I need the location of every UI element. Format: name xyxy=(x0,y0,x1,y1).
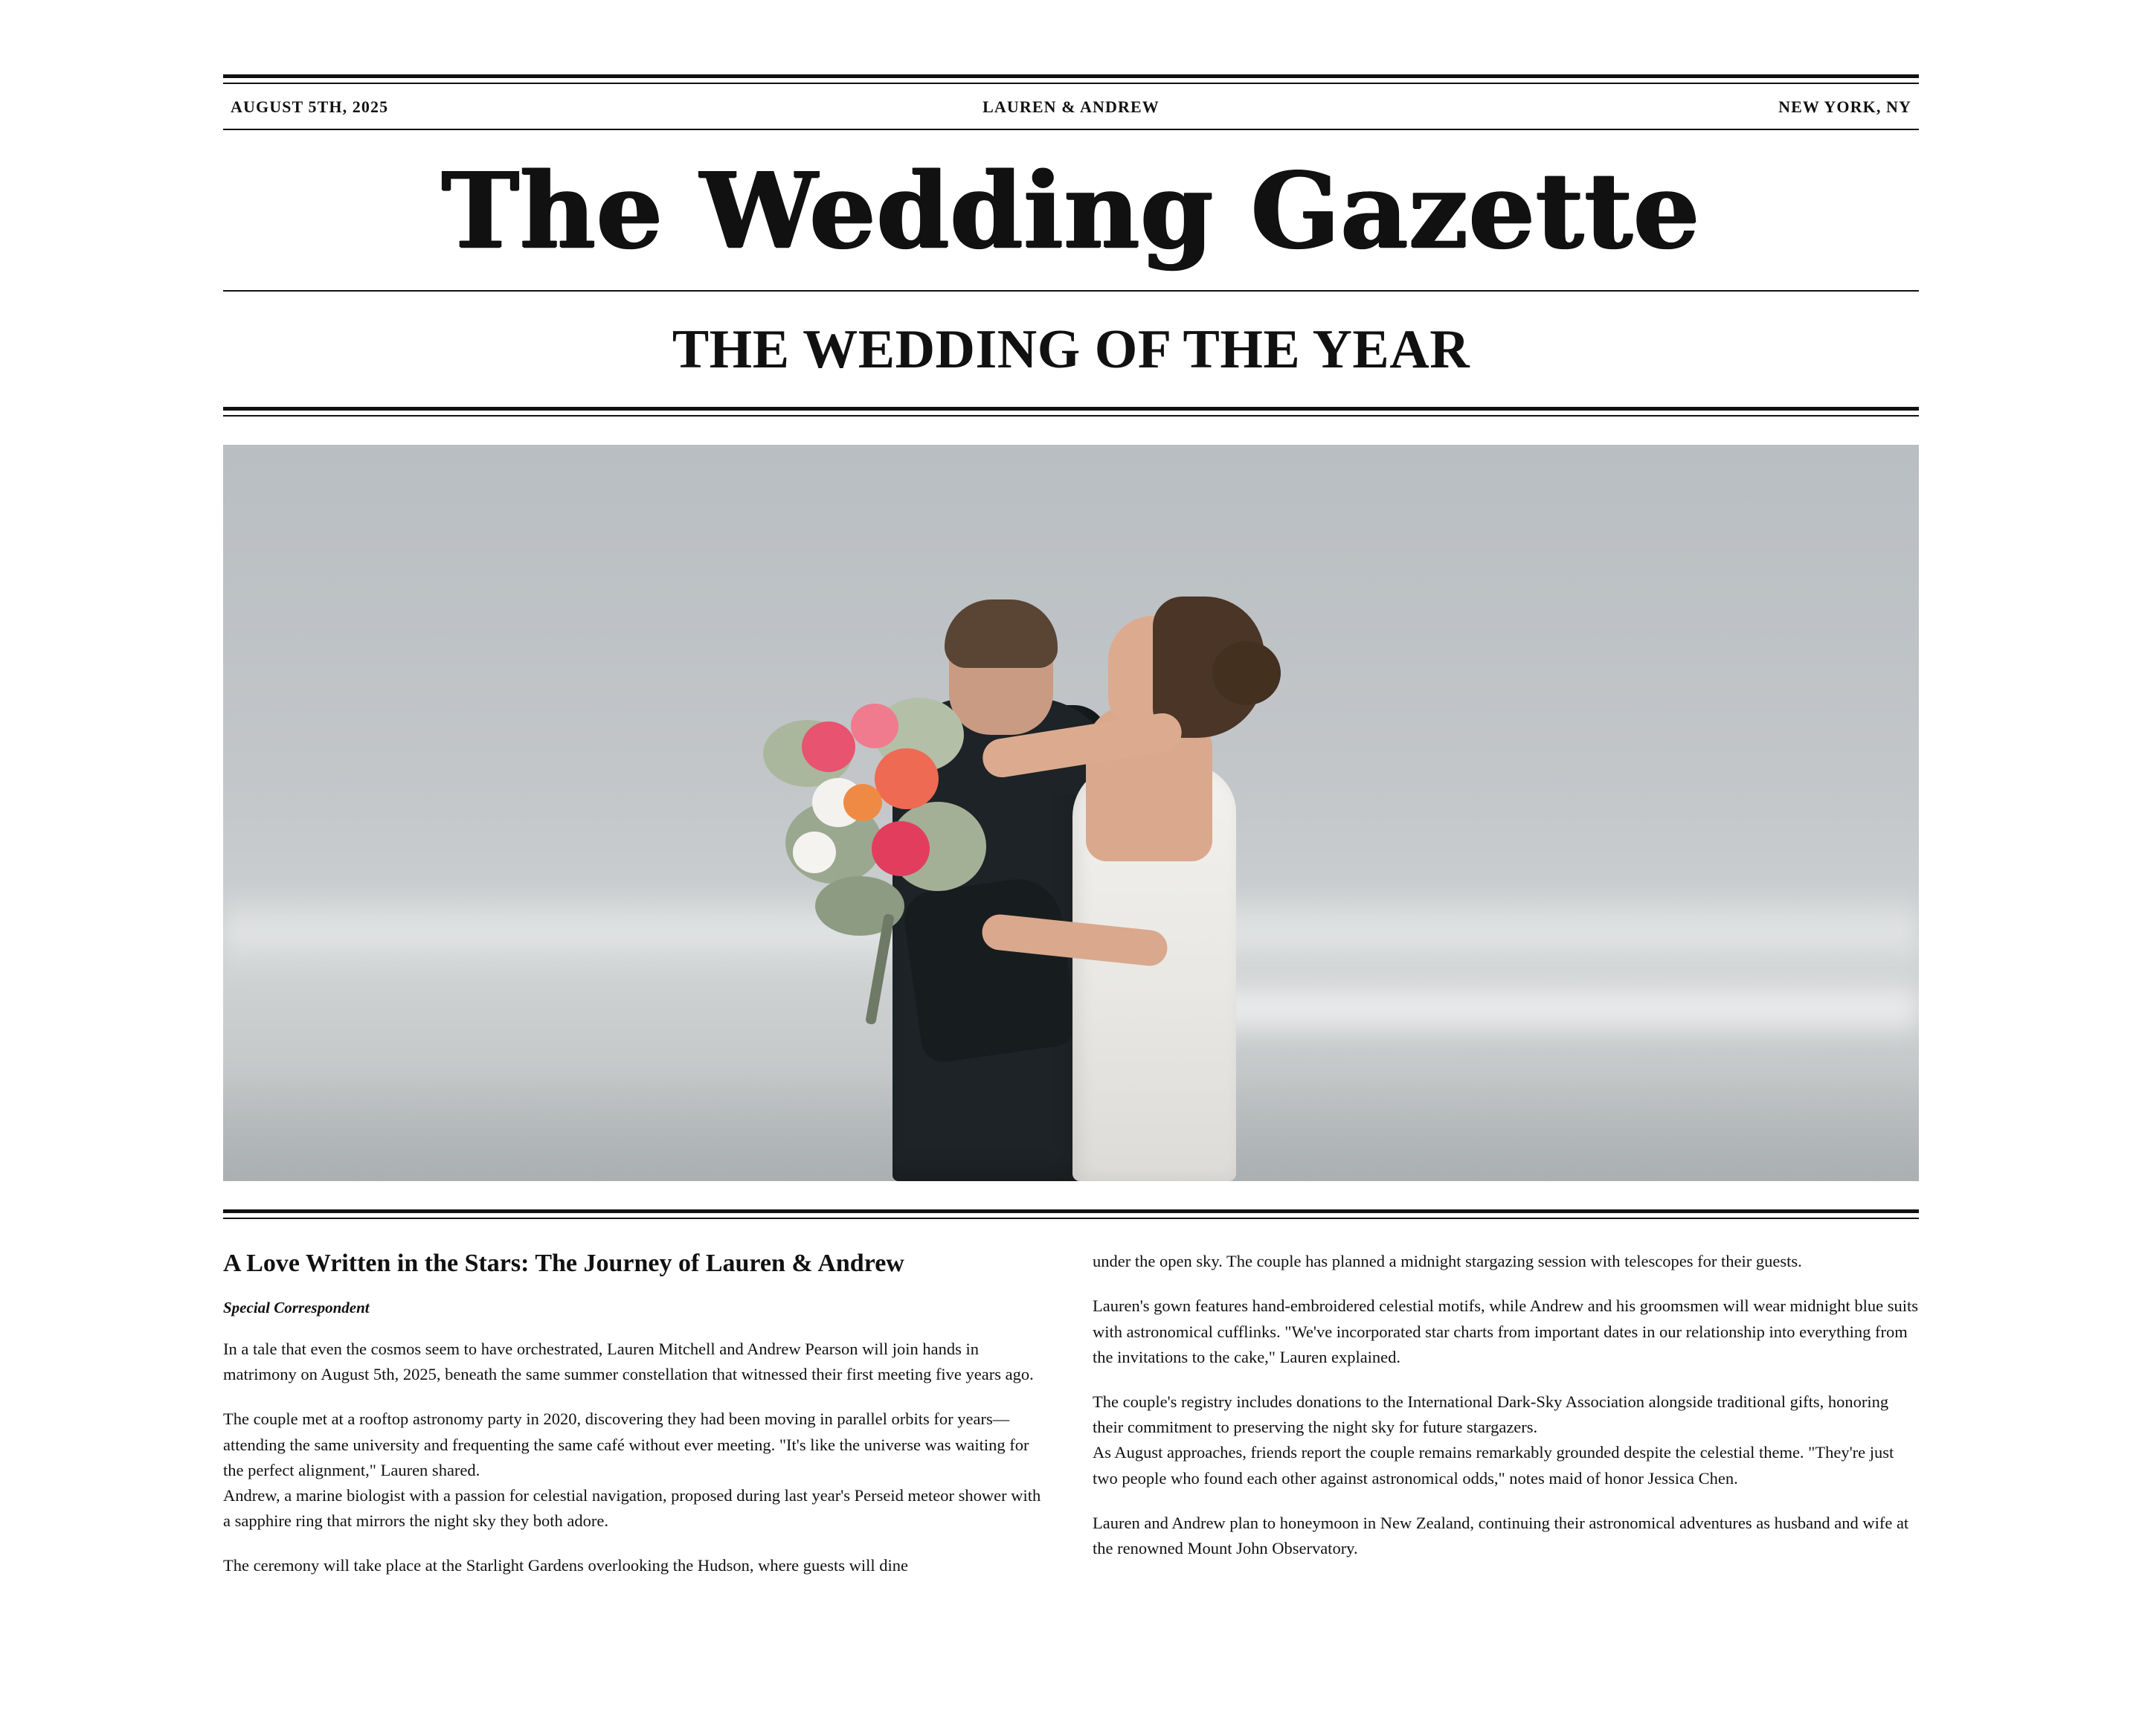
article-paragraph: Lauren and Andrew plan to honeymoon in New Zealand, continuing their astronomical adventures as husband and wife at the renowned Mount John Observatory. xyxy=(1093,1513,1909,1557)
article-column-right xyxy=(1093,1249,1919,1598)
article-paragraph: The couple met at a rooftop astronomy party in 2020, discovering they had been moving in parallel orbits for years—attending the same university and frequenting the same café without ever meeting. "It's like the universe was waiting for the perfect alignment," Lauren shared. Andrew, a marine biologist with a passion for celestial navigation, proposed during last year's Perseid meteor shower with a sapphire ring that mirrors the night sky they both adore. xyxy=(223,1409,1041,1531)
bride-hair-bun xyxy=(1212,641,1281,705)
article-byline: Special Correspondent xyxy=(223,1298,370,1317)
masthead-info-bar xyxy=(223,84,1919,129)
article-subhead: A Love Written in the Stars: The Journey of Lauren & Andrew xyxy=(223,1250,904,1278)
article-paragraph: The couple's registry includes donations to the International Dark-Sky Association alongside traditional gifts, honoring their commitment to preserving the night sky for future stargazers. As August approaches, friends report the couple remains remarkably grounded despite the celestial theme. "They're just two people who found each other against astronomical odds," notes maid of honor Jessica Chen. xyxy=(1093,1392,1894,1488)
article-paragraph: Lauren's gown features hand-embroidered celestial motifs, while Andrew and his groomsmen will wear midnight blue suits with astronomical cufflinks. "We've incorporated star charts from important dates in our relationship into everything from the invitations to the cake," Lauren explained. xyxy=(1093,1296,1919,1366)
article-paragraph: under the open sky. The couple has planned a midnight stargazing session with telescopes for their guests. xyxy=(1093,1252,1802,1271)
article-divider xyxy=(223,1209,1919,1219)
masthead-top xyxy=(223,0,1919,130)
article-paragraph: The ceremony will take place at the Starlight Gardens overlooking the Hudson, where guests will dine xyxy=(223,1556,908,1575)
groom-hair xyxy=(945,599,1058,668)
article-columns xyxy=(223,1219,1919,1598)
article-paragraph: In a tale that even the cosmos seem to have orchestrated, Lauren Mitchell and Andrew Pearson will join hands in matrimony on August 5th, 2025, beneath the same summer constellation that witnessed their first meeting five years ago. xyxy=(223,1339,1034,1384)
rule-below-headline-thin xyxy=(223,415,1919,417)
hero-photo xyxy=(223,445,1919,1181)
page-title: The Wedding Gazette xyxy=(441,150,1701,272)
bouquet xyxy=(763,690,986,936)
main-headline: THE WEDDING OF THE YEAR xyxy=(672,319,1470,381)
masthead-couple: LAUREN & ANDREW xyxy=(982,97,1160,116)
masthead-date: AUGUST 5TH, 2025 xyxy=(231,97,389,116)
article-column-left xyxy=(223,1249,1049,1598)
couple-figure xyxy=(736,564,1406,1181)
masthead-location: NEW YORK, NY xyxy=(1778,97,1911,116)
